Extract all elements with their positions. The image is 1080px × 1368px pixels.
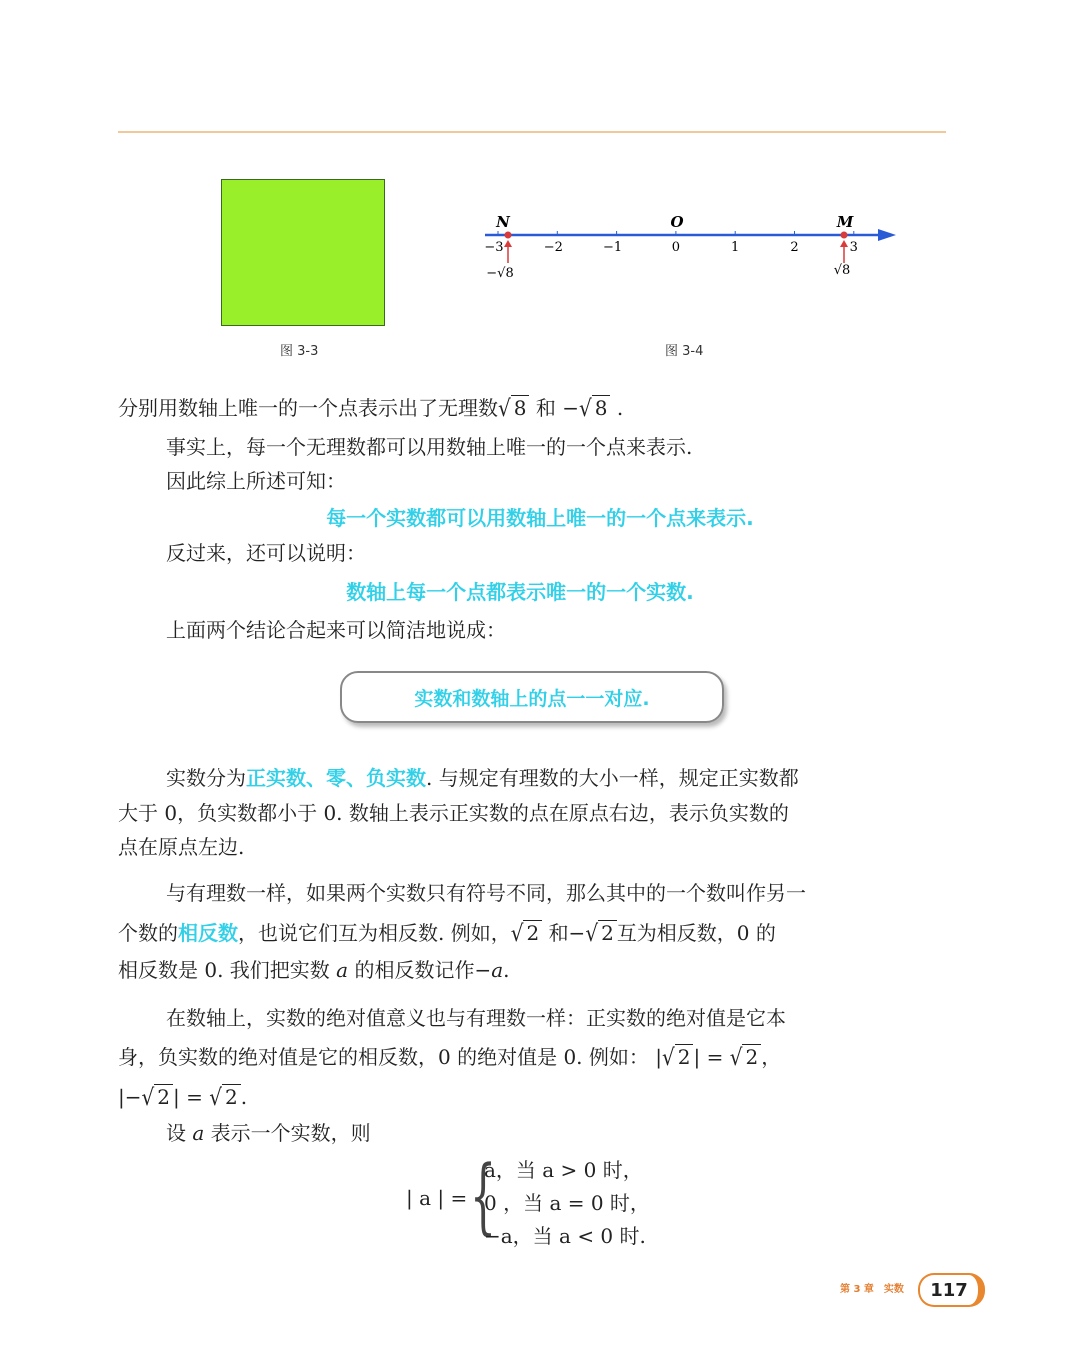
text-line: 相反数是 0. 我们把实数 a 的相反数记作−a. <box>118 958 510 982</box>
text-line: 上面两个结论合起来可以简洁地说成： <box>166 618 506 642</box>
tick-label: −3 <box>484 240 504 255</box>
tick-label: −1 <box>603 240 623 255</box>
sqrt8-label: √8 <box>833 263 851 278</box>
text-line: 身，负实数的绝对值是它的相反数，0 的绝对值是 0. 例如： |√ 2 | = √ 2 ， <box>118 1043 782 1071</box>
text-line: |−√ 2 | = √ 2 . <box>118 1083 248 1111</box>
conclusion-1: 每一个实数都可以用数轴上唯一的一个点来表示. <box>326 506 754 530</box>
axis-arrow-icon <box>878 229 896 241</box>
text-line: 设 a 表示一个实数，则 <box>166 1121 371 1145</box>
tick-label: 0 <box>671 240 681 255</box>
point-label-m: M <box>836 213 854 231</box>
text-line: 个数的相反数，也说它们互为相反数. 例如，√ 2 和−√ 2 互为相反数，0 的 <box>118 919 776 947</box>
textbook-page: 图 3-3 −3 −2 −1 0 1 2 3 N O M −√8 √8 图 3-4 分别用数轴上唯一的一个点表示出了无理数√ 8 和 −√ 8 . 事实上，每一个无理数都可以用数轴上唯一的一个点来表示. 因此综上所述可知： 每一个实数都可以用数轴上唯一的一个点来表示. 反过来，还可以说明： 数轴上每一个点都表示唯一的一个实数. 上面两个结论合起来可以简洁地说成： 实数和数轴上的点一一对应. 实数分为正实数、零、负实数. 与规定有理数的大小一样，规定正实数都 大于 0，负实数都小于 0. 数轴上表示正实数的点在原点右边，表示负实数的 点在原点左边. 与有理数一样，如果两个实数只有符号不同，那么其中的一个数叫作另一 个数的相反数，也说它们互为相反数. 例如，√ 2 和−√ 2 互为相反数，0 的 相反数是 0. 我们把实数 a 的相反数记作−a. 在数轴上，实数的绝对值意义也与有理数一样：正实数的绝对值是它本 身，负实数的绝对值是它的相反数，0 的绝对值是 0. 例如： |√ 2 | = √ 2 ， |−√ 2 | = √ 2 . 设 a 表示一个实数，则 | a | = { a，当 a > 0 时， 0 ，当 a = 0 时， −a，当 a < 0 时. 第 3 章 实数 117 <box>0 0 1080 1368</box>
neg-sqrt8-label: −√8 <box>486 266 514 281</box>
green-square-figure <box>221 179 385 326</box>
text-line: 与有理数一样，如果两个实数只有符号不同，那么其中的一个数叫作另一 <box>166 881 806 905</box>
text-line: 点在原点左边. <box>118 835 245 859</box>
tick-label: 3 <box>849 240 858 255</box>
point-label-n: N <box>496 213 510 231</box>
tick-label: −2 <box>543 240 563 255</box>
header-rule <box>118 131 946 133</box>
chapter-label: 第 3 章 实数 <box>840 1284 904 1295</box>
text-line: 大于 0，负实数都小于 0. 数轴上表示正实数的点在原点右边，表示负实数的 <box>118 801 789 825</box>
tick-label: 2 <box>790 240 799 255</box>
sqrt-8: √ 8 <box>579 396 610 420</box>
text-line: 在数轴上，实数的绝对值意义也与有理数一样：正实数的绝对值是它本 <box>166 1006 786 1030</box>
text-line: 因此综上所述可知： <box>166 469 346 493</box>
number-line-figure <box>470 205 910 290</box>
text-line: 事实上，每一个无理数都可以用数轴上唯一的一个点来表示. <box>166 435 693 459</box>
sqrt-8: √ 8 <box>498 396 529 420</box>
page-number: 117 <box>918 1273 985 1307</box>
figure-caption-3-4: 图 3-4 <box>665 344 704 359</box>
point-n <box>505 232 512 239</box>
arrow-head-m <box>840 240 848 247</box>
arrow-head-n <box>504 240 512 247</box>
text-line: 分别用数轴上唯一的一个点表示出了无理数√ 8 和 −√ 8 . <box>118 394 624 422</box>
figure-caption-3-3: 图 3-3 <box>280 344 319 359</box>
text-line: 实数分为正实数、零、负实数. 与规定有理数的大小一样，规定正实数都 <box>166 766 799 790</box>
conclusion-2: 数轴上每一个点都表示唯一的一个实数. <box>346 580 694 604</box>
point-m <box>841 232 848 239</box>
tick-label: 1 <box>731 240 740 255</box>
text-line: 反过来，还可以说明： <box>166 541 366 565</box>
key-statement-box: 实数和数轴上的点一一对应. <box>340 671 724 723</box>
point-label-o: O <box>670 213 684 231</box>
